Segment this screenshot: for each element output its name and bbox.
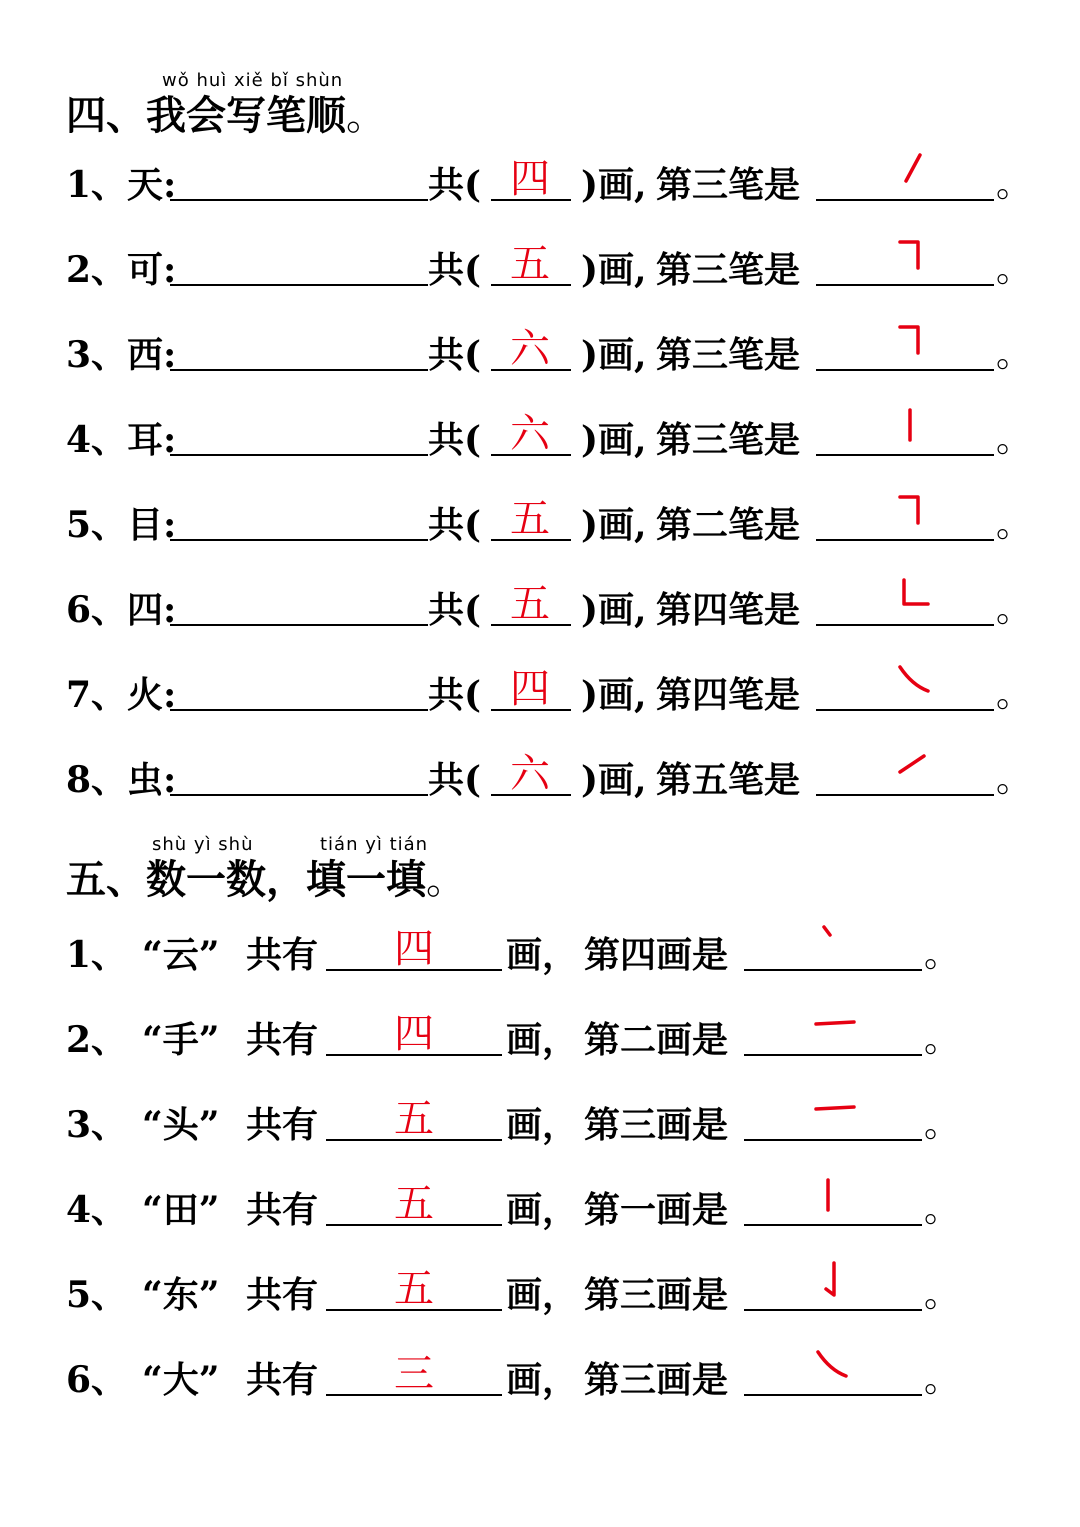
stroke-answer-blank[interactable] xyxy=(816,794,994,796)
which-stroke-label: 第四笔是 xyxy=(656,674,801,716)
which-stroke-label: 第三画是 xyxy=(584,1359,729,1401)
section5-title: 五、数一数，填一填。 xyxy=(66,856,466,903)
stroke-answer-blank[interactable] xyxy=(744,969,922,971)
row-number: 5、 xyxy=(66,1274,128,1316)
hua-label: 画， xyxy=(506,1274,579,1316)
stroke-order-blank[interactable] xyxy=(170,284,428,286)
row-label: 7、火: xyxy=(66,674,177,716)
stroke-order-row xyxy=(66,325,1033,385)
stroke-answer-blank[interactable] xyxy=(744,1224,922,1226)
stroke-order-row xyxy=(66,580,1033,640)
row-label: 8、虫: xyxy=(66,759,177,801)
stroke-order-blank[interactable] xyxy=(170,709,428,711)
open-paren: 共( xyxy=(428,334,482,376)
row-number: 1、 xyxy=(66,934,128,976)
has-label: 共有 xyxy=(246,1359,319,1401)
stroke-count-answer: 四 xyxy=(394,926,434,972)
stroke-count-answer: 五 xyxy=(510,581,550,627)
stroke-order-blank[interactable] xyxy=(170,624,428,626)
stroke-count-answer: 五 xyxy=(394,1096,434,1142)
close-paren: )画, xyxy=(581,759,647,801)
end-period: 。 xyxy=(924,1359,961,1400)
stroke-order-row xyxy=(66,750,1033,810)
end-period: 。 xyxy=(924,1019,961,1060)
has-label: 共有 xyxy=(246,1104,319,1146)
stroke-answer-blank[interactable] xyxy=(816,539,994,541)
section4-title: 四、我会写笔顺。 xyxy=(66,92,386,139)
end-period: 。 xyxy=(996,674,1033,715)
hua-label: 画， xyxy=(506,1019,579,1061)
end-period: 。 xyxy=(996,589,1033,630)
end-period: 。 xyxy=(924,1104,961,1145)
which-stroke-label: 第三笔是 xyxy=(656,334,801,376)
has-label: 共有 xyxy=(246,1019,319,1061)
count-strokes-row xyxy=(66,1265,1026,1325)
open-paren: 共( xyxy=(428,164,482,206)
stroke-order-blank[interactable] xyxy=(170,539,428,541)
count-strokes-row xyxy=(66,1180,1026,1240)
stroke-answer-blank[interactable] xyxy=(816,199,994,201)
shu-stroke-icon xyxy=(814,1176,858,1216)
which-stroke-label: 第三笔是 xyxy=(656,164,801,206)
which-stroke-label: 第二画是 xyxy=(584,1019,729,1061)
close-paren: )画, xyxy=(581,164,647,206)
count-strokes-row xyxy=(66,1350,1026,1410)
stroke-order-row xyxy=(66,410,1033,470)
has-label: 共有 xyxy=(246,934,319,976)
stroke-answer-blank[interactable] xyxy=(816,284,994,286)
stroke-order-blank[interactable] xyxy=(170,199,428,201)
row-number: 2、 xyxy=(66,1019,128,1061)
stroke-order-row xyxy=(66,495,1033,555)
row-character: “云” xyxy=(142,934,220,976)
which-stroke-label: 第二笔是 xyxy=(656,504,801,546)
section5-pinyin-right: tián yì tián xyxy=(320,834,429,855)
close-paren: )画, xyxy=(581,419,647,461)
end-period: 。 xyxy=(924,1274,961,1315)
which-stroke-label: 第三画是 xyxy=(584,1104,729,1146)
end-period: 。 xyxy=(924,1189,961,1230)
stroke-answer-blank[interactable] xyxy=(816,709,994,711)
row-label: 1、天: xyxy=(66,164,177,206)
stroke-count-answer: 五 xyxy=(510,241,550,287)
end-period: 。 xyxy=(924,934,961,975)
hua-label: 画， xyxy=(506,934,579,976)
stroke-order-row xyxy=(66,155,1033,215)
stroke-count-answer: 三 xyxy=(394,1351,434,1397)
hua-label: 画， xyxy=(506,1104,579,1146)
row-number: 4、 xyxy=(66,1189,128,1231)
stroke-count-answer: 六 xyxy=(510,326,550,372)
shugou-stroke-icon xyxy=(814,1261,858,1301)
dian-stroke-icon xyxy=(814,921,858,961)
na-stroke-icon xyxy=(814,1346,858,1386)
which-stroke-label: 第三笔是 xyxy=(656,419,801,461)
row-label: 5、目: xyxy=(66,504,177,546)
end-period: 。 xyxy=(996,419,1033,460)
stroke-answer-blank[interactable] xyxy=(744,1394,922,1396)
hua-label: 画， xyxy=(506,1189,579,1231)
stroke-order-row xyxy=(66,240,1033,300)
stroke-order-blank[interactable] xyxy=(170,369,428,371)
open-paren: 共( xyxy=(428,249,482,291)
stroke-answer-blank[interactable] xyxy=(816,624,994,626)
has-label: 共有 xyxy=(246,1274,319,1316)
open-paren: 共( xyxy=(428,589,482,631)
stroke-answer-blank[interactable] xyxy=(744,1139,922,1141)
hua-label: 画， xyxy=(506,1359,579,1401)
heng-stroke-icon xyxy=(814,1091,858,1131)
end-period: 。 xyxy=(996,164,1033,205)
which-stroke-label: 第四笔是 xyxy=(656,589,801,631)
stroke-answer-blank[interactable] xyxy=(744,1309,922,1311)
stroke-count-answer: 四 xyxy=(394,1011,434,1057)
pie-stroke-icon xyxy=(896,151,940,191)
section5-pinyin-left: shù yì shù xyxy=(152,834,254,855)
row-character: “手” xyxy=(142,1019,220,1061)
na-stroke-icon xyxy=(896,661,940,701)
row-number: 6、 xyxy=(66,1359,128,1401)
end-period: 。 xyxy=(996,759,1033,800)
row-character: “头” xyxy=(142,1104,220,1146)
count-strokes-row xyxy=(66,925,1026,985)
stroke-answer-blank[interactable] xyxy=(816,369,994,371)
row-label: 3、西: xyxy=(66,334,177,376)
close-paren: )画, xyxy=(581,674,647,716)
stroke-answer-blank[interactable] xyxy=(816,454,994,456)
which-stroke-label: 第一画是 xyxy=(584,1189,729,1231)
has-label: 共有 xyxy=(246,1189,319,1231)
row-character: “东” xyxy=(142,1274,220,1316)
stroke-count-answer: 四 xyxy=(510,666,550,712)
stroke-count-answer: 五 xyxy=(394,1266,434,1312)
row-character: “田” xyxy=(142,1189,220,1231)
ti-stroke-icon xyxy=(896,746,940,786)
hengzhe-stroke-icon xyxy=(896,321,940,361)
shu-stroke-icon xyxy=(896,406,940,446)
stroke-count-answer: 六 xyxy=(510,411,550,457)
stroke-order-blank[interactable] xyxy=(170,794,428,796)
close-paren: )画, xyxy=(581,504,647,546)
close-paren: )画, xyxy=(581,589,647,631)
stroke-count-answer: 四 xyxy=(510,156,550,202)
open-paren: 共( xyxy=(428,759,482,801)
row-character: “大” xyxy=(142,1359,220,1401)
row-label: 6、四: xyxy=(66,589,177,631)
count-strokes-row xyxy=(66,1010,1026,1070)
open-paren: 共( xyxy=(428,674,482,716)
hengzhe-stroke-icon xyxy=(896,236,940,276)
stroke-count-answer: 五 xyxy=(510,496,550,542)
which-stroke-label: 第五笔是 xyxy=(656,759,801,801)
end-period: 。 xyxy=(996,249,1033,290)
heng-stroke-icon xyxy=(814,1006,858,1046)
which-stroke-label: 第三笔是 xyxy=(656,249,801,291)
hengzhe-stroke-icon xyxy=(896,491,940,531)
end-period: 。 xyxy=(996,504,1033,545)
close-paren: )画, xyxy=(581,249,647,291)
stroke-answer-blank[interactable] xyxy=(744,1054,922,1056)
end-period: 。 xyxy=(996,334,1033,375)
stroke-order-blank[interactable] xyxy=(170,454,428,456)
row-label: 4、耳: xyxy=(66,419,177,461)
which-stroke-label: 第三画是 xyxy=(584,1274,729,1316)
count-strokes-row xyxy=(66,1095,1026,1155)
stroke-count-answer: 六 xyxy=(510,751,550,797)
shuzhe-stroke-icon xyxy=(896,576,940,616)
which-stroke-label: 第四画是 xyxy=(584,934,729,976)
open-paren: 共( xyxy=(428,504,482,546)
stroke-count-answer: 五 xyxy=(394,1181,434,1227)
close-paren: )画, xyxy=(581,334,647,376)
open-paren: 共( xyxy=(428,419,482,461)
section4-pinyin: wǒ huì xiě bǐ shùn xyxy=(162,70,344,91)
stroke-order-row xyxy=(66,665,1033,725)
row-number: 3、 xyxy=(66,1104,128,1146)
row-label: 2、可: xyxy=(66,249,177,291)
